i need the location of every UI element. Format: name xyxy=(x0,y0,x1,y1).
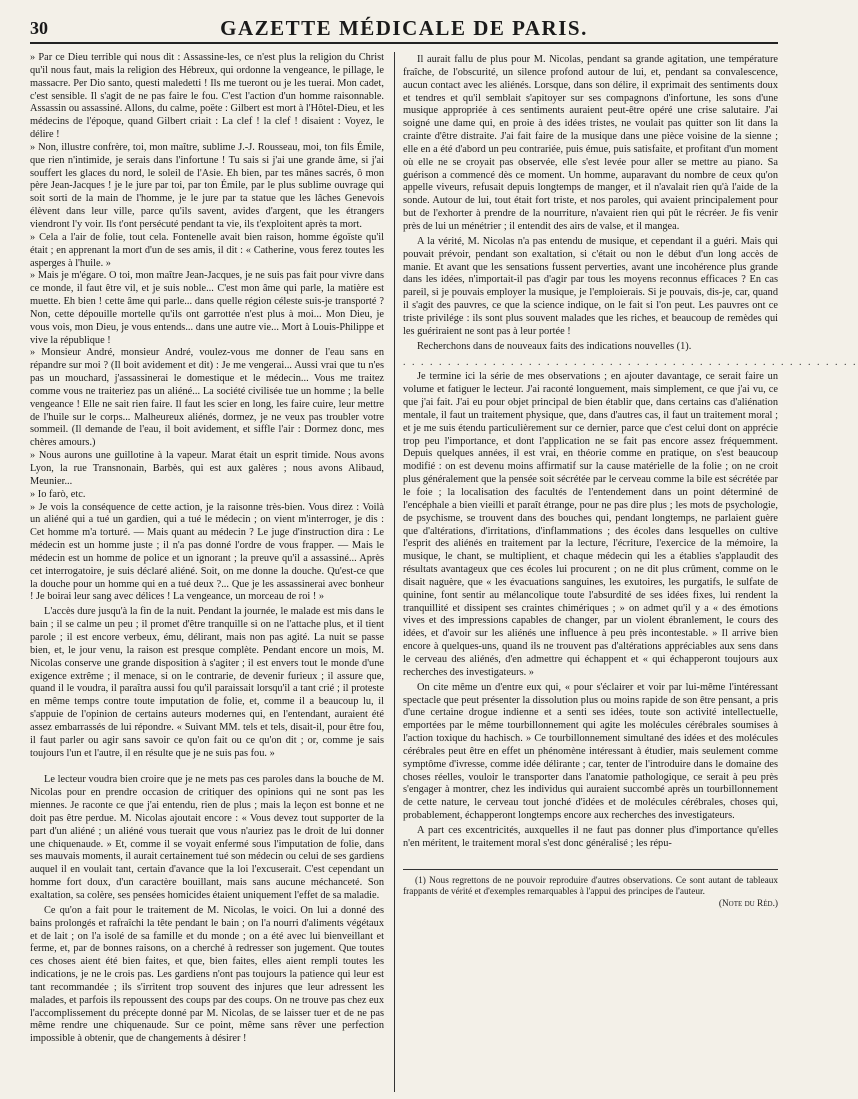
body-paragraph: A la vérité, M. Nicolas n'a pas entendu de musique, et cependant il a guéri. Mais qui pouvait prévoir, pendant son exaltation, si c'était ou non le début d'un long accès de manie. Et avant que les sensations fussent perverties, avant une incohérence plus grande dans les idées, n'importait-il pas d'agir par tous les moyens reconnus efficaces ? En cas pareil, si je pouvais employer la musique, je l'emploierais. Si je pouvais, dis-je, car, quand il s'agit des pauvres, ce que la science indique, on le fait si l'on peut. Les pauvres ont ce triste privilége : ils sont plus souvent malades que les riches, et beaucoup de remèdes qui les guériraient ne sont pas à leur portée ! xyxy=(403,235,778,337)
dialog-paragraph: » Je vois la conséquence de cette action, je la raisonne très-bien. Vous direz : Voilà un aliéné qui a tué un gardien, qui a tué le médecin ; on vient m'interroger, je dis : Cet homme m'a torturé. — Mais quant au médecin ? Le juge d'instruction dira : Le médecin est un homme juste ; il n'a pas donné l'ordre de vous frapper. — Mais le médecin est un homme de police et un ignorant ; la preuve qu'il a assassiné... Après cet interrogatoire, je suis déclaré aliéné. Soit, on me donne la douche. Qu'est-ce que la douche pour un homme qui en a tué deux ?... Que je les assassinerai avec bonheur ! Je boirai leur sang avec délices ! La vengeance, un morceau de roi ! » xyxy=(30,501,384,603)
dialog-paragraph: » Non, illustre confrère, toi, mon maître, sublime J.-J. Rousseau, moi, ton fils Émile, que rien n'intimide, je serais dans l'infortune ! Tu sais si j'ai une grande âme, si j'ai souffert les glaces du nord, le soleil de l'Asie. Eh bien, par tes mânes sacrés, ô mon père Jean-Jacques ! je le jure par toi, par ton Émile, par le plus sublime ouvrage qui soit sorti de la main de l'homme, je le jure par ta statue que les lâches Genevois élèvent dans leur ville, parce qu'ils savent, avides d'argent, que les étrangers viendront l'y voir. Ils t'ont persécuté pendant ta vie, ils t'exploitent après ta mort. xyxy=(30,141,384,230)
dialog-paragraph: » Par ce Dieu terrible qui nous dit : Assassine-les, ce n'est plus la religion du Christ qu'il nous faut, mais la religion des Hébreux, qui ordonne la vengeance, le pillage, le massacre. Per Dio santo, questi maledetti ! Ils me tueront ou je les tuerai. Mon cadet, c'est sensible. Il s'agit de ne pas faire le fou. C'est l'action d'un homme raisonnable. Assassin ou assassiné. Allons, du calme, poëte : Gilbert est mort à l'Hôtel-Dieu, et les médecins de l'époque, quand Gilbert criait : La clef ! la clef ! disaient : Voyez, le délire ! xyxy=(30,52,384,141)
masthead-title: GAZETTE MÉDICALE DE PARIS. xyxy=(220,16,588,40)
narrative-paragraph: Le lecteur voudra bien croire que je ne mets pas ces paroles dans la bouche de M. Nicolas pour en prendre occasion de critiquer des opinions qui ne sont pas les miennes. Je raconte ce que j'ai entendu, rien de plus ; mais la leçon est bonne et ne doit pas être perdue. M. Nicolas ajoutait encore : « Vous devez tout supporter de la part d'un aliéné ; un aliéné vous tuerait que vous n'auriez pas le droit de lui donner une chiquenaude. » Et, comme il se voyait enfermé sous l'imputation de folie, dans ses mauvais moments, il aurait certainement tué son médecin ou celui de ses gardiens auquel il en voulait tant, certain d'avance que la loi l'excuserait. C'est cependant un homme fort doux, d'un caractère bouillant, mais sans aucune méchanceté. Son exaltation, sa colère, ses pensées homicides étaient uniquement l'effet de sa maladie. xyxy=(30,774,384,901)
article-columns xyxy=(30,52,858,1092)
footnote: (1) Nous regrettons de ne pouvoir reproduire d'autres observations. Ce sont autant de tableaux frappants de vérité et d'exemples remarquables à l'appui des principes de l'auteur. xyxy=(403,875,778,898)
page-number: 30 xyxy=(30,18,48,38)
dialog-paragraph: » Cela a l'air de folie, tout cela. Fontenelle avait bien raison, homme égoïste qu'il était ; en apprenant la mort d'un de ses amis, il dit : « Catherine, vous ferez toutes les asperges à l'huile. » xyxy=(30,231,384,269)
body-paragraph: Il aurait fallu de plus pour M. Nicolas, pendant sa grande agitation, une température fraîche, de l'obscurité, un silence profond autour de lui, et, pendant sa convalescence, aucun contact avec les aliénés. Lorsque, dans son délire, il exprimait des sentiments doux et tendres et qu'il semblait s'apitoyer sur ses compagnons d'infortune, les sons d'une musique appropriée à ces sentiments auraient peut-être opéré une crise salutaire. J'ai soigné une dame qui, en proie à des idées tristes, ne voulait pas quitter son lit dans la crainte d'être distraite. J'ai fait faire de la musique dans une pièce voisine de la sienne ; elle en a été d'abord un peu contrariée, puis émue, puis satisfaite, et profitant d'un moment où elle ne se croyait pas observée, elle s'est levée pour aller se mettre au piano. Sa guérison a commencé dès ce moment. Un homme, auparavant du nombre de ceux qu'on appelle viveurs, refusait depuis longtemps de manger, et il n'avalait rien qu'à l'aide de la sonde. Autour de lui, tout était fort triste, et nos paroles, qui avaient principalement pour but de l'exhorter à prendre de la nourriture, n'avaient rien qui pût le récréer. Je fis venir près de lui un ménétrier ; il entendit des airs de valse, et il mangea. xyxy=(403,54,778,232)
dialog-paragraph: » Io farò, etc. xyxy=(30,488,86,500)
section-dots: . . . . . . . . . . . . . . . . . . . . . . . . . . . . . . . . . . . . . . . . . . . . . . . . . . . xyxy=(403,357,858,369)
body-paragraph: On cite même un d'entre eux qui, « pour s'éclairer et voir par lui-même l'intéressant spectacle que peut présenter la dissolution plus ou moins rapide de son être pensant, a pris d'une certaine drogue indienne et a senti ses idées, toute son activité intellectuelle, emportées par le même tourbillonnement qui agite les molécules cérébrales soumises à l'action toxique du hachisch. » Ce tourbillonnement simultané des idées et des molécules cérébrales peut être en effet un phénomène intéressant à étudier, mais seulement comme symptôme d'ivresse, comme idée délirante ; car, tenter de l'introduire dans le domaine des choses réelles, vouloir le transporter dans l'anatomie pathologique, ce serait à peu près s'engager à montrer, chez les individus qui auraient succombé après un tourbillonnement de cette nature, le cerveau tout jonché d'idées et de molécules cérébrales, choses qui, probablement, échapperont longtemps encore aux recherches des investigateurs. xyxy=(403,681,778,822)
dialog-paragraph: » Monsieur André, monsieur André, voulez-vous me donner de l'eau sans en répandre sur moi ? (Il boit avidement et dit) : Je me vengerai... Aussi vrai que tu n'es pas un mouchard, j'assassinerai le domestique et le médecin... Vous me traitez comme vous ne traiteriez pas un aliéné... La société civilisée tue un homme ; la belle vengeance ! Elle ne sait rien faire. Il faut les scier en long, les faire cuire, leur mettre de l'huile sur le corps... Malheureux aliénés, dormez, je ne veux pas troubler votre sommeil. (Il demande de l'eau, il boit avidement, et siffle l'air : Dormez donc, mes chères amours.) xyxy=(30,347,384,449)
dialog-paragraph: » Nous aurons une guillotine à la vapeur. Marat était un esprit timide. Nous avons Lyon, la rue Transnonain, Barbès, qui est aux galères ; nous avons Alibaud, Meunier... xyxy=(30,450,384,487)
column-divider xyxy=(394,52,395,1092)
footnote-rule xyxy=(403,869,778,870)
body-paragraph: Recherchons dans de nouveaux faits des indications nouvelles (1). xyxy=(417,340,692,352)
left-column xyxy=(30,52,384,1092)
narrative-paragraph: Ce qu'on a fait pour le traitement de M. Nicolas, le voici. On lui a donné des bains prolongés et rafraîchi la tête pendant le bain ; on l'a nourri d'aliments végétaux et de lait ; on l'a isolé de sa famille et du monde ; on a été avec lui bienveillant et ferme, et, par de bonnes raisons, on a cherché à redresser son jugement. Que toutes ces choses aient été bien faites, et que, bien faites, elles aient rempli toutes les indications, je ne le crois pas. Les gardiens n'ont pas toujours la patience qui leur est tant recommandée ; ils s'irritent trop souvent des injures que leur adressent les malades, et parfois ils repoussent des coups par des coups. On ne trouve pas chez eux l'accomplissement du précepte donné par M. Nicolas, de se laisser tuer et de ne pas même rendre une chiquenaude. Sur ce point, même sans rêver une perfection impossible à obtenir, que de changements à désirer ! xyxy=(30,904,384,1045)
dialog-paragraph: » Mais je m'égare. O toi, mon maître Jean-Jacques, je ne suis pas fait pour vivre dans ce monde, il faut être vil, et je suis noble... C'est mon âme qui parle, la matière est muette. Eh bien ! cette âme qui parle... dans quelle région céleste suis-je transporté ? Non, cette dépouille mortelle qu'ils ont garrottée n'est plus à moi... Mon Dieu, je vous vois, mon Dieu, je vous entends... dans une autre vie... Mort à Louis-Philippe et vive la république ! xyxy=(30,270,384,346)
page-header xyxy=(30,14,778,44)
narrative-paragraph: L'accès dure jusqu'à la fin de la nuit. Pendant la journée, le malade est mis dans le bain ; il se calme un peu ; il promet d'être tranquille si on ne l'attache plus, et il tient parole ; il est encore verbeux, ému, délirant, mais non pas agité. La nuit se passe bien, et, le jour venu, la raison est presque complète. Pendant encore un mois, M. Nicolas conserve une grande disposition à s'agiter ; il est envers tout le monde d'une exigence extrême ; il menace, si on le contrarie, de devenir furieux ; il assure que, quand il le voudra, il paraîtra aussi fou qu'il paraissait lorsqu'il a tant crié ; il proteste en même temps contre toute imputation de folie, et, comme il a beaucoup lu, il s'appuie de l'opinion de certains auteurs modernes qui, en l'entendant, auraient été assez embarrassés de lui répondre. « Suivant MM. tels et tels, disait-il, pour être fou, il faut parler ou agir sans savoir ce qu'on fait ou ce qu'on dit ; or, comme je sais toujours l'un et l'autre, il en résulte que je ne suis pas fou. » xyxy=(30,606,384,759)
footnote-signature: (Note du Réd.) xyxy=(718,898,778,909)
body-paragraph: Je termine ici la série de mes observations ; en ajouter davantage, ce serait faire un volume et fatiguer le lecteur. J'ai raconté longuement, mais simplement, ce que j'ai vu, ce que j'ai fait. J'ai eu pour objet principal de bien établir que, dans certains cas d'aliénation mentale, il faut un traitement physique, que, dans d'autres cas, il faut un traitement moral ; et je me suis étendu particulièrement sur ce dernier, parce que c'est celui dont on apprécie trop peu l'importance, et dont l'application ne se fait pas encore assez fréquemment. Depuis quelques années, il est vrai, en théorie comme en pratique, on s'est beaucoup modifié : on est devenu moins affirmatif sur la cause matérielle de la folie ; on ne croit plus généralement que la pensée soit sécrétée par le cerveau comme la bile est sécrétée par le foie ; la localisation des facultés de l'entendement dans un point déterminé de l'encéphale a bien vieilli et paraît étrange, pour ne pas dire plus ; les mots de psychologie, de psychisme, se trouvent dans des bouches qui, pendant longtemps, ne parlaient guère que d'altérations, d'irritations, d'inflammations ; des écoles dans lesquelles on cultive l'esprit des aliénés en traitement par la lecture, l'écriture, l'exercice de la mémoire, la musique, le chant, se multiplient, et chaque médecin qui les a établies s'applaudit des résultats avantageux que ces écoles lui procurent ; on ne dit plus crûment, comme on le disait naguère, que « les évacuations sanguines, les exutoires, les purgatifs, le sulfate de quinine, font sentir au mélancolique toute l'absurdité de ses idées fixes, lui rendent la tranquillité et dissipent ses craintes chimériques ; » on admet qu'il y a « des émotions vives et des impressions capables de changer, par un violent ébranlement, le cours des idées, et d'avoir sur les aliénés une influence à peu près incontestable. » Il arrive bien encore à quelques-uns, quand ils ne trouvent pas d'altérations appréciables aux sens dans le cerveau des aliénés, d'en admettre qui échappent et « qui échapperont toujours aux recherches des investigateurs. » xyxy=(403,371,778,678)
right-column xyxy=(403,52,858,1092)
body-paragraph: A part ces excentricités, auxquelles il ne faut pas donner plus d'importance qu'elles n'en méritent, le traitement moral s'est donc généralisé ; les répu- xyxy=(403,824,778,849)
